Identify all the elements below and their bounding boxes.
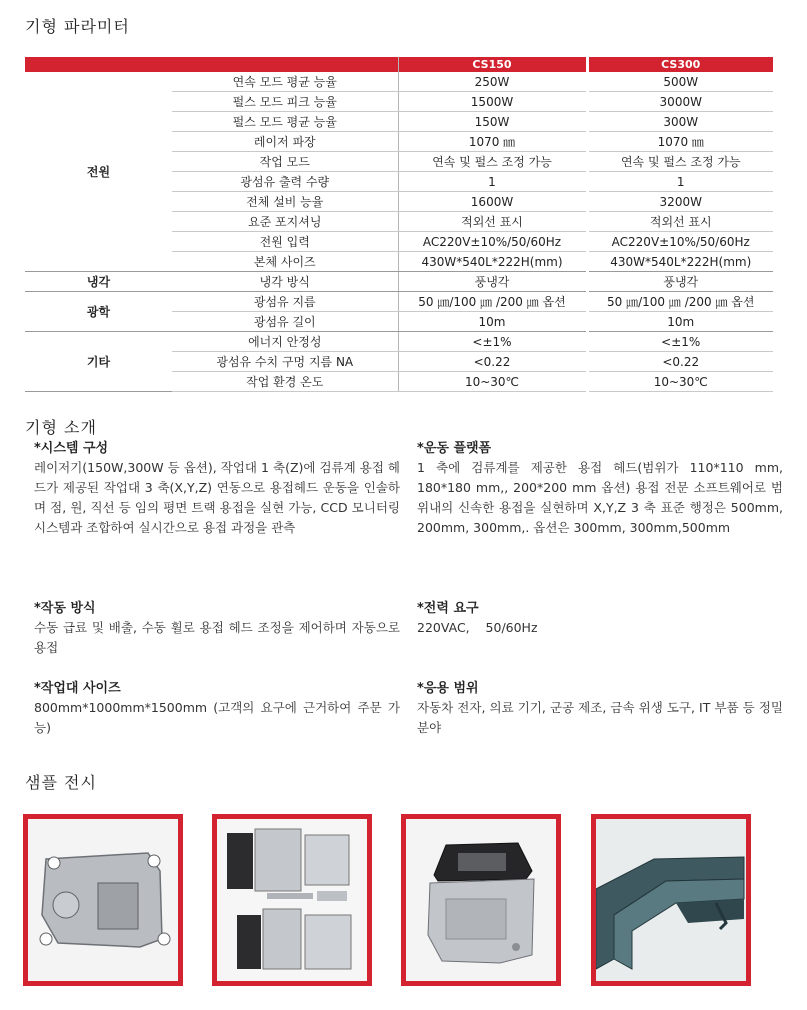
cs300-value: 풍냉각 bbox=[587, 272, 773, 292]
cs300-value: 적외선 표시 bbox=[587, 212, 773, 232]
cs150-value: 10m bbox=[398, 312, 587, 332]
param-label: 펄스 모드 평균 능율 bbox=[172, 112, 398, 132]
param-label: 전원 입력 bbox=[172, 232, 398, 252]
cs150-value: 적외선 표시 bbox=[398, 212, 587, 232]
cs150-value: 150W bbox=[398, 112, 587, 132]
table-row bbox=[25, 72, 773, 92]
param-label: 광섬유 지름 bbox=[172, 292, 398, 312]
intro-text: 자동차 전자, 의료 기기, 군공 제조, 금속 위생 도구, IT 부품 등 정밀 분야 bbox=[417, 700, 783, 735]
spec-table bbox=[25, 57, 773, 392]
cs300-value: 연속 및 펄스 조정 가능 bbox=[587, 152, 773, 172]
cs150-value: 풍냉각 bbox=[398, 272, 587, 292]
model-cs300-header: CS300 bbox=[587, 57, 773, 72]
params-section-title: 기형 파라미터 bbox=[25, 17, 130, 36]
sample-photo-4 bbox=[591, 814, 751, 986]
intro-heading: *작동 방식 bbox=[34, 601, 96, 616]
cs300-value: 430W*540L*222H(mm) bbox=[587, 252, 773, 272]
intro-heading: *응용 범위 bbox=[417, 681, 479, 696]
cs150-value: 1600W bbox=[398, 192, 587, 212]
param-label: 전체 설비 능율 bbox=[172, 192, 398, 212]
table-row bbox=[25, 292, 773, 312]
param-label: 에너지 안정성 bbox=[172, 332, 398, 352]
param-label: 본체 사이즈 bbox=[172, 252, 398, 272]
cs300-value: 10m bbox=[587, 312, 773, 332]
sample-photo-3 bbox=[401, 814, 561, 986]
samples-section-title: 샘플 전시 bbox=[25, 773, 97, 792]
cs150-value: 1 bbox=[398, 172, 587, 192]
cs150-value: 250W bbox=[398, 72, 587, 92]
cs150-value: 430W*540L*222H(mm) bbox=[398, 252, 587, 272]
intro-power-req bbox=[417, 600, 783, 638]
param-label: 광섬유 출력 수량 bbox=[172, 172, 398, 192]
param-label: 작업 모드 bbox=[172, 152, 398, 172]
cs300-value: AC220V±10%/50/60Hz bbox=[587, 232, 773, 252]
spec-table-header bbox=[25, 57, 773, 72]
category-power: 전원 bbox=[25, 72, 172, 272]
sample-photo-2 bbox=[212, 814, 372, 986]
cs300-value: <±1% bbox=[587, 332, 773, 352]
param-label: 연속 모드 평균 능율 bbox=[172, 72, 398, 92]
cs150-value: 1070 ㎚ bbox=[398, 132, 587, 152]
intro-system bbox=[34, 440, 400, 538]
intro-text: 레이저기(150W,300W 등 옵션), 작업대 1 축(Z)에 검류계 용접 헤드가 제공된 작업대 3 축(X,Y,Z) 연동으로 용접헤드 운동을 인솔하며 점, 원, 직선 등 임의 평면 트랙 용접을 실현 가능, CCD 모니터링 시스템과 조합하여 실시간으로 용접 과정을 관측 bbox=[34, 460, 400, 535]
param-label: 작업 환경 온도 bbox=[172, 372, 398, 392]
param-label: 레이저 파장 bbox=[172, 132, 398, 152]
category-cooling: 냉각 bbox=[25, 272, 172, 292]
cs300-value: 3200W bbox=[587, 192, 773, 212]
intro-section-title: 기형 소개 bbox=[25, 418, 97, 437]
intro-heading: *운동 플랫폼 bbox=[417, 441, 492, 456]
cs300-value: <0.22 bbox=[587, 352, 773, 372]
intro-text: 수동 급료 및 배출, 수동 휠로 용접 헤드 조정을 제어하며 자동으로 용접 bbox=[34, 620, 400, 655]
intro-text: 1 축에 검류계를 제공한 용접 헤드(범위가 110*110 mm, 180*180 mm,, 200*200 mm 옵션) 용접 전문 소프트웨어로 범위내의 신속한 용접을 실현하며 X,Y,Z 3 축 표준 행정은 500mm, 200mm, 300mm,. 옵션은 300mm, 300mm,500mm bbox=[417, 460, 783, 535]
intro-text: 220VAC, 50/60Hz bbox=[417, 620, 538, 635]
cs300-value: 500W bbox=[587, 72, 773, 92]
category-optics: 광학 bbox=[25, 292, 172, 332]
param-label: 광섬유 수치 구멍 지름 NA bbox=[172, 352, 398, 372]
intro-motion bbox=[417, 440, 783, 538]
intro-application bbox=[417, 680, 783, 738]
param-label: 냉각 방식 bbox=[172, 272, 398, 292]
intro-heading: *전력 요구 bbox=[417, 601, 479, 616]
metal-bracket-sample-image bbox=[28, 819, 178, 981]
model-cs150-header: CS150 bbox=[398, 57, 587, 72]
category-other: 기타 bbox=[25, 332, 172, 392]
cs150-value: 연속 및 펄스 조정 가능 bbox=[398, 152, 587, 172]
table-row bbox=[25, 272, 773, 292]
intro-operation bbox=[34, 600, 400, 658]
frame-bracket-sample-image bbox=[406, 819, 556, 981]
intro-table-size bbox=[34, 680, 400, 738]
cs300-value: 1 bbox=[587, 172, 773, 192]
intro-heading: *시스템 구성 bbox=[34, 441, 109, 456]
cs300-value: 1070 ㎚ bbox=[587, 132, 773, 152]
param-label: 펄스 모드 피크 능율 bbox=[172, 92, 398, 112]
cs300-value: 10~30℃ bbox=[587, 372, 773, 392]
shield-parts-sample-image bbox=[217, 819, 367, 981]
cs150-value: 10~30℃ bbox=[398, 372, 587, 392]
param-label: 요준 포지셔닝 bbox=[172, 212, 398, 232]
cs150-value: AC220V±10%/50/60Hz bbox=[398, 232, 587, 252]
cs150-value: <0.22 bbox=[398, 352, 587, 372]
steel-frame-sample-image bbox=[596, 819, 746, 981]
cs300-value: 300W bbox=[587, 112, 773, 132]
table-row bbox=[25, 332, 773, 352]
intro-text: 800mm*1000mm*1500mm (고객의 요구에 근거하여 주문 가능) bbox=[34, 700, 400, 735]
cs150-value: 1500W bbox=[398, 92, 587, 112]
sample-photo-1 bbox=[23, 814, 183, 986]
cs300-value: 3000W bbox=[587, 92, 773, 112]
param-label: 광섬유 길이 bbox=[172, 312, 398, 332]
cs150-value: <±1% bbox=[398, 332, 587, 352]
cs300-value: 50 ㎛/100 ㎛ /200 ㎛ 옵션 bbox=[587, 292, 773, 312]
cs150-value: 50 ㎛/100 ㎛ /200 ㎛ 옵션 bbox=[398, 292, 587, 312]
intro-heading: *작업대 사이즈 bbox=[34, 681, 121, 696]
